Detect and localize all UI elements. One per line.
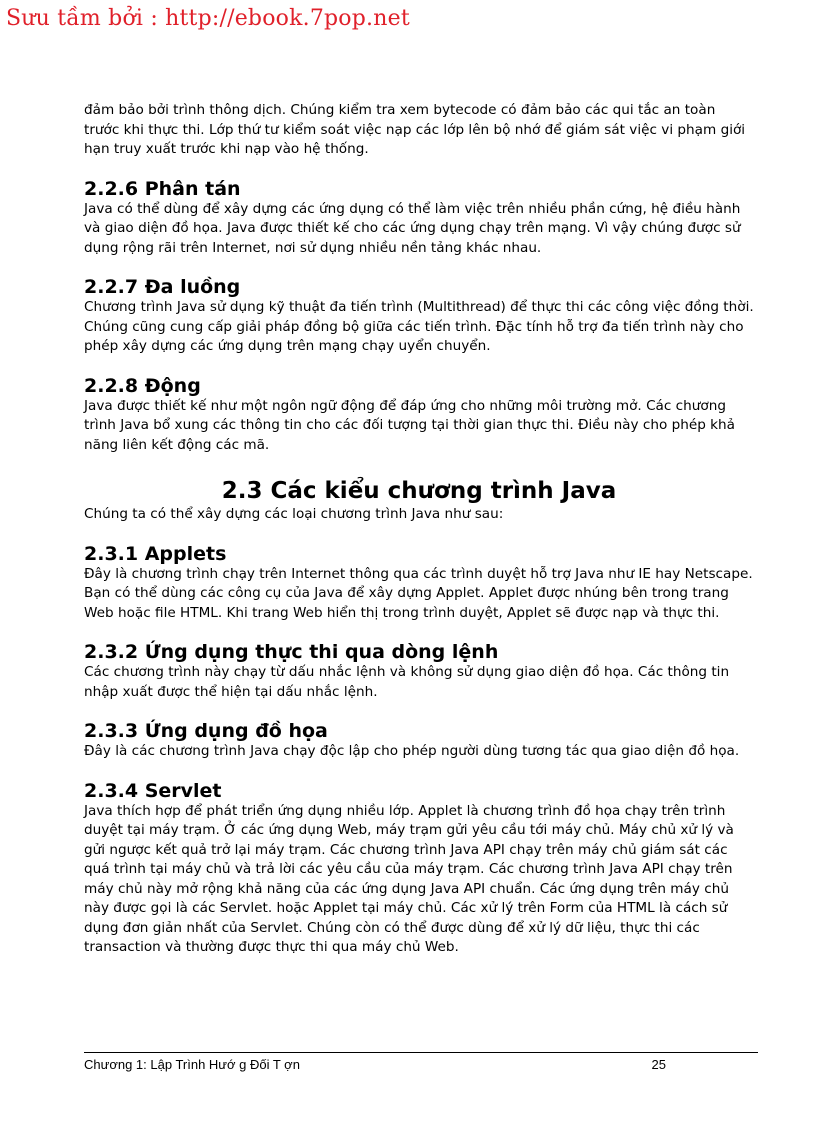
spacer [84,762,754,780]
heading-2-3: 2.3 Các kiểu chương trình Java [221,478,617,504]
paragraph-2-2-8: Java được thiết kế như một ngôn ngữ động để đáp ứng cho những môi trường mở. Các chương trình Java bổ xung các thông tin cho các đối tượng tại thời gian thực thi. Điều này cho phép khả năng liên kết động các mã. [84,397,735,453]
footer-page-number: 25 [651,1057,666,1072]
paragraph-2-3-1: Đây là chương trình chạy trên Internet thông qua các trình duyệt hỗ trợ Java như IE hay Netscape. Bạn có thể dùng các công cụ của Java để xây dựng Applet. Applet được nhúng bên trong trang Web hoặc file HTML. Khi trang Web hiển thị trong trình duyệt, Applet sẽ được nạp và thực thi. [84,565,753,621]
heading-2-2-7: 2.2.7 Đa luồng [84,276,241,298]
footer-divider [84,1052,758,1053]
watermark-text: Sưu tầm bởi : http://ebook.7pop.net [6,6,410,31]
heading-2-3-1: 2.3.1 Applets [84,542,227,565]
heading-2-3-3: 2.3.3 Ứng dụng đồ họa [84,720,328,742]
heading-2-3-2: 2.3.2 Ứng dụng thực thi qua dòng lệnh [84,641,499,663]
spacer [84,525,754,543]
heading-2-3-4: 2.3.4 Servlet [84,779,222,802]
spacer [84,702,754,720]
page-content [84,101,754,958]
paragraph-2-2-6: Java có thể dùng để xây dựng các ứng dụng có thể làm việc trên nhiều phần cứng, hệ điều hành và giao diện đồ họa. Java được thiết kế cho các ứng dụng chạy trên mạng. Vì vậy chúng được sử dụng rộng rãi trên Internet, nơi sử dụng nhiều nền tảng khác nhau. [84,200,741,256]
heading-2-2-8: 2.2.8 Động [84,374,201,397]
paragraph-2-3: Chúng ta có thể xây dựng các loại chương trình Java như sau: [84,506,504,522]
paragraph-2-3-4: Java thích hợp để phát triển ứng dụng nhiều lớp. Applet là chương trình đồ họa chạy trên trình duyệt tại máy trạm. Ở các ứng dụng Web, máy trạm gửi yêu cầu tới máy chủ. Máy chủ xử lý và gửi ngược kết quả trở lại máy trạm. Các chương trình Java API chạy trên máy chủ giám sát các quá trình tại máy chủ và trả lời các yêu cầu của máy trạm. Các chương trình Java API chạy trên máy chủ này mở rộng khả năng của các ứng dụng Java API chuẩn. Các ứng dụng trên máy chủ này được gọi là các Servlet. hoặc Applet tại máy chủ. Các xử lý trên Form của HTML là cách sử dụng đơn giản nhất của Servlet. Chúng còn có thể được dùng để xử lý dữ liệu, thực thi các transaction và thường được thực thi qua máy chủ Web. [84,802,734,955]
paragraph-2-2-7: Chương trình Java sử dụng kỹ thuật đa tiến trình (Multithread) để thực thi các công việc đồng thời. Chúng cũng cung cấp giải pháp đồng bộ giữa các tiến trình. Đặc tính hỗ trợ đa tiến trình này cho phép xây dựng các ứng dụng trên mạng chạy uyển chuyển. [84,299,754,354]
paragraph-2-3-3: Đây là các chương trình Java chạy độc lập cho phép người dùng tương tác qua giao diện đồ họa. [84,743,740,759]
spacer [84,357,754,375]
intro-paragraph: đảm bảo bởi trình thông dịch. Chúng kiểm tra xem bytecode có đảm bảo các qui tắc an toàn trước khi thực thi. Lớp thứ tư kiểm soát việc nạp các lớp lên bộ nhớ để giám sát việc vi phạm giới hạn truy xuất trước khi nạp vào hệ thống. [84,102,746,157]
footer-chapter-title: Chương 1: Lập Trình Hướ g Đối T ợn [84,1057,300,1072]
spacer [84,160,754,178]
spacer [84,258,754,276]
spacer [84,455,754,477]
paragraph-2-3-2: Các chương trình này chạy từ dấu nhắc lệnh và không sử dụng giao diện đồ họa. Các thông tin nhập xuất được thể hiện tại dấu nhắc lệnh. [84,664,730,700]
spacer [84,623,754,641]
page-footer [84,1057,666,1072]
heading-2-2-6: 2.2.6 Phân tán [84,177,241,200]
